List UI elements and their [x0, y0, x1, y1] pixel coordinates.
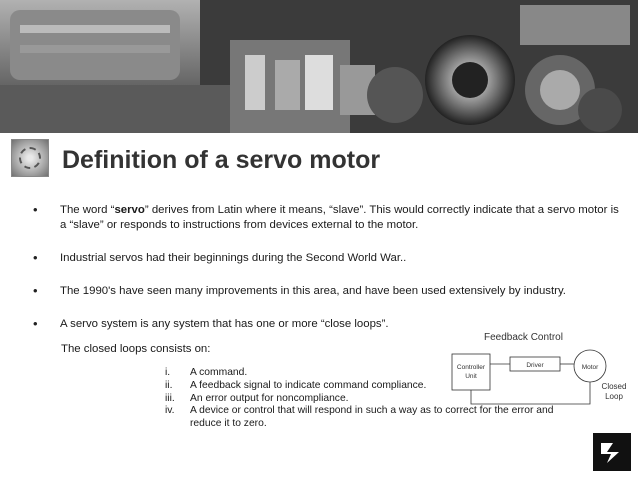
unit-label: Unit: [465, 373, 477, 380]
brand-logo-icon: [593, 433, 631, 471]
bullet-item: • The word “servo” derives from Latin where it means, “slave”. This would correctly indicate that a servo motor is a “slave” or responds to instructions from devices external to the motor.: [33, 203, 623, 233]
servo-bold-term: servo: [114, 204, 145, 216]
motor-label: Motor: [581, 364, 599, 371]
list-item: iv. A device or control that will respond in such a way as to correct for the error and reduce it to zero.: [165, 405, 554, 430]
feedback-control-diagram: [446, 326, 631, 422]
closed-loops-intro: The closed loops consists on:: [61, 343, 211, 355]
list-item: ii. A feedback signal to indicate command compliance.: [165, 379, 427, 391]
bullet-list: [33, 203, 623, 332]
loop-label: Loop: [605, 392, 623, 401]
list-item: i. A command.: [165, 367, 248, 378]
slide-title: Definition of a servo motor: [62, 146, 381, 174]
bullet-item: • The 1990's have seen many improvements in this area, and have been used extensively by industry.: [33, 284, 623, 299]
diagram-title: Feedback Control: [484, 332, 563, 343]
controller-label: Controller: [456, 364, 486, 371]
driver-label: Driver: [526, 362, 544, 369]
header-banner-image: [0, 0, 638, 133]
bullet-item: • A servo system is any system that has one or more “close loops”.: [33, 317, 623, 332]
list-item: iii. An error output for noncompliance.: [165, 392, 349, 404]
closed-label: Closed: [601, 382, 627, 391]
servo-thumbnail-icon: [11, 139, 49, 177]
bullet-item: • Industrial servos had their beginnings during the Second World War..: [33, 251, 623, 266]
